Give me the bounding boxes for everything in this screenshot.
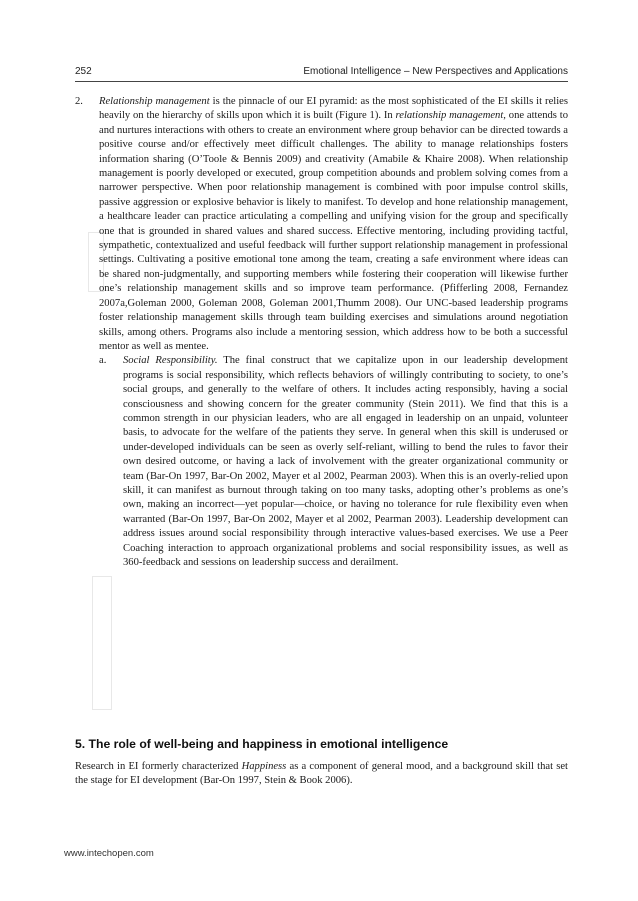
term-relationship-management-2: relationship management — [395, 110, 504, 122]
term-relationship-management: Relationship management — [99, 96, 210, 107]
sub-item-text: The final construct that we capitalize upon in our leadership development programs is social responsibility, which reflects behaviors of willingly contributing to society, to one’s social groups, and generally to the welfare of others. It includes acting responsibly, having a social consciousness and showing concern for the greater community (Stein 2011). We find that this is a common strength in our physician leaders, who are all engaged in leadership on an unpaid, volunteer basis, to advocate for the welfare of the patients they serve. In general when this skill is underused or under-developed individuals can be seen as overly self-reliant, willing to bend the rules to favor their own desired outcome, or having a lack of involvement with the greater organizational community or team (Bar-On 1997, Bar-On 2002, Mayer et al 2002, Pearman 2003). When this is an overly-relied upon skill, it can manifest as burnout through taking on too many tasks, adopting other’s problems as one’s own, making an incorrect—yet popular—choice, or having no tolerance for rule flexibility even when warranted (Bar-On 1997, Bar-On 2002, Mayer et al 2002, Pearman 2003). Leadership development can address issues around social responsibility through interactive values-based exercises. We use a Peer Coaching interaction to approach organizational problems and social responsibility issues, as well as 360-feedback and sessions on leadership success and derailment. — [123, 355, 568, 568]
term-social-responsibility: Social Responsibility. — [123, 355, 218, 367]
paragraph-text-a: is the pinnacle of our EI pyramid: as the most sophisticated of the EI skills it relies heavily on the hierarchy of skills upon which it is built (Figure 1). In — [99, 96, 568, 122]
social-responsibility-paragraph — [123, 354, 568, 570]
list-item-2 — [75, 95, 568, 570]
page-number: 252 — [75, 66, 92, 77]
list-item-content — [99, 95, 568, 570]
footer-url[interactable]: www.intechopen.com — [64, 848, 154, 859]
sub-item-label: a. — [99, 355, 107, 367]
section-text-b: as a component of general mood, and a background skill that set the stage for EI development (Bar-On 1997, Stein & Book 2006). — [75, 761, 568, 787]
section-text-a: Research in EI formerly characterized — [75, 761, 242, 772]
sub-item-content — [123, 354, 568, 570]
relationship-management-paragraph — [99, 95, 568, 354]
list-item-number: 2. — [75, 96, 83, 107]
section-paragraph — [75, 760, 568, 789]
term-happiness: Happiness — [241, 761, 287, 772]
watermark-box-bottom — [92, 576, 112, 710]
page-header — [75, 66, 568, 82]
sub-item-a — [99, 354, 568, 570]
paragraph-text-b: , one attends to and nurtures interactions with others to create an environment where group behavior can be directed towards a positive course and/or effectively meet difficult challenges. The ability to manage relationships fosters information sharing (O’Toole & Bennis 2009) and creativity (Amabile & Khaire 2008). When relationship management is poorly developed or executed, group competition abounds and problem solving comes from a narrower perspective. When poor relationship management is combined with poor impulse control skills, passive aggression or explosive behavior is likely to manifest. To develop and hone relationship management, a healthcare leader can practice articulating a compelling and unifying vision for the group and specifically one that is grounded in shared values and shared success. Effective mentoring, including providing tactful, sympathetic, contextualized and useful feedback will further support relationship management in professional settings. Cultivating a positive emotional tone among the team, creating a safe environment where ideas can be shared non-judgmentally, and supporting members while fostering their cooperation will likewise further one’s relationship management skills and so improve team performance. (Pfifferling 2008, Fernandez 2007a,Goleman 2000, Goleman 2008, Goleman 2001,Thumm 2008). Our UNC-based leadership programs foster relationship management skills through team building exercises and simulations around negotiation skills, among others. Programs also include a mentoring session, which address how to be both a successful mentor as well as mentee. — [99, 110, 568, 352]
section-heading: 5. The role of well-being and happiness in emotional intelligence — [75, 737, 449, 751]
running-title: Emotional Intelligence – New Perspectives and Applications — [303, 66, 568, 77]
